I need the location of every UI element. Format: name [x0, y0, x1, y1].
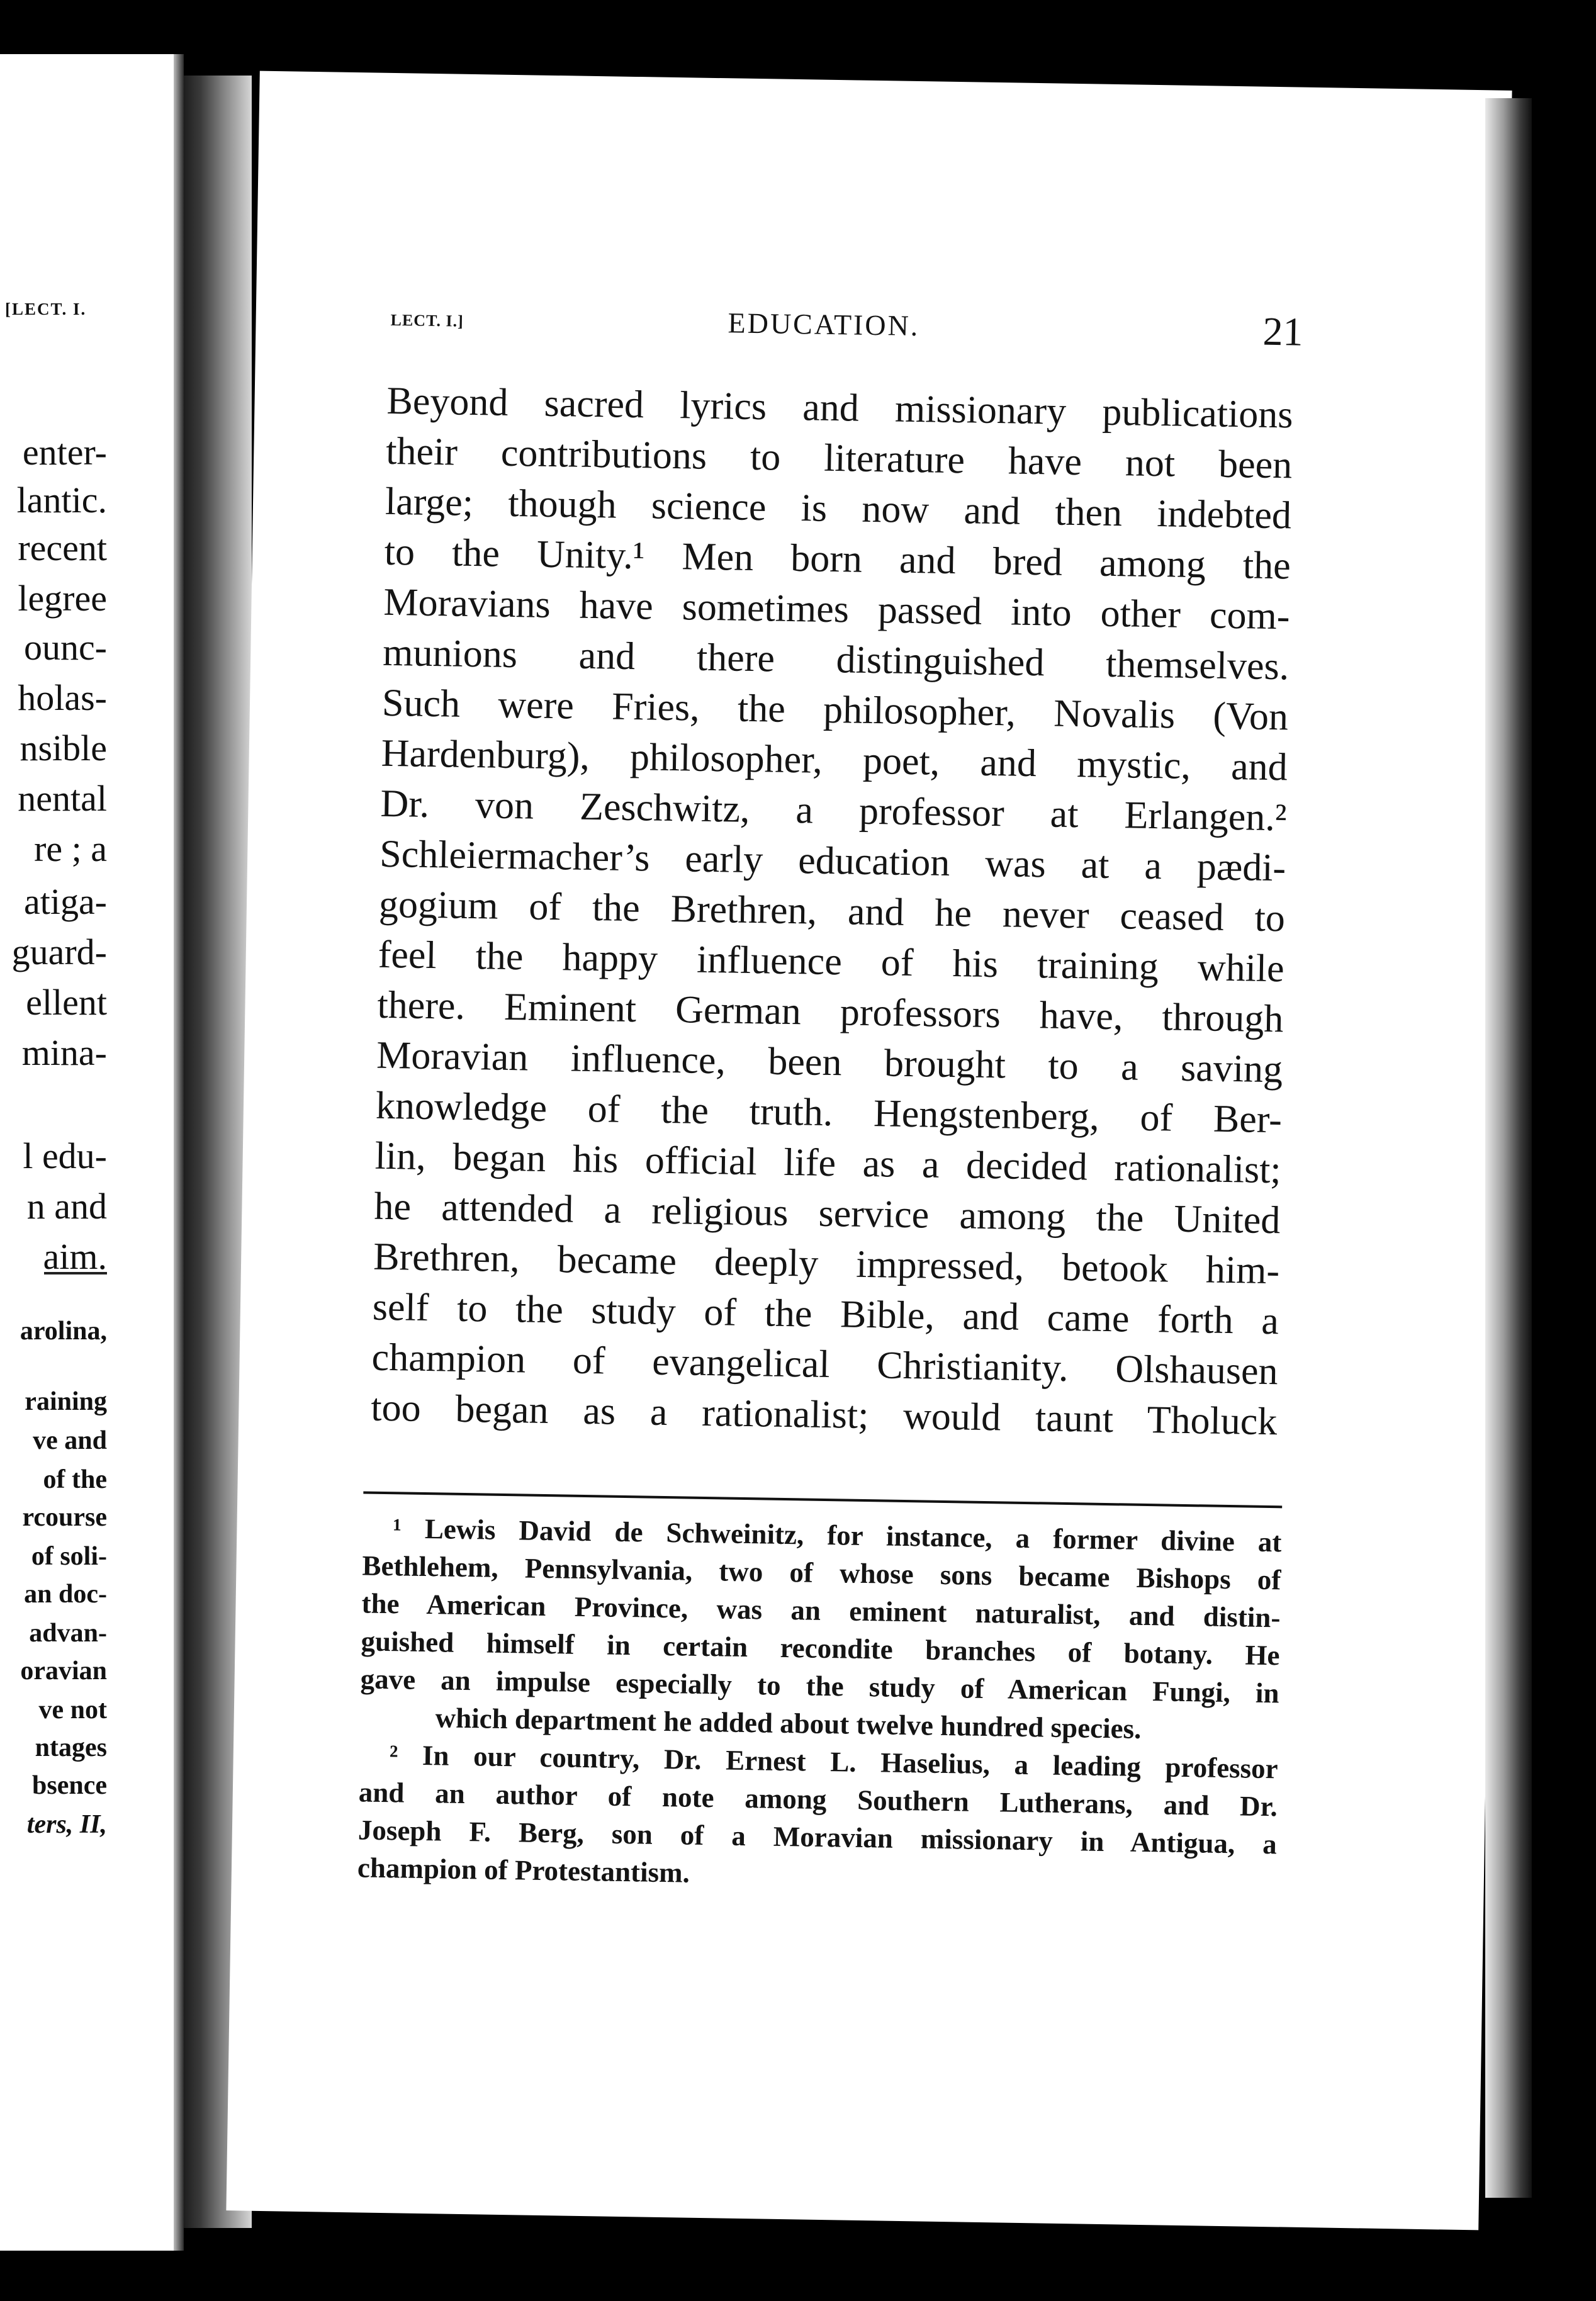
body-line: Beyond sacred lyrics and missionary publications — [386, 379, 1293, 437]
previous-page-line: enter- — [22, 432, 107, 473]
previous-page-line: atiga- — [23, 881, 107, 922]
previous-page-line: n and — [26, 1186, 107, 1227]
footnote-line: gave an impulse especially to the study of American Fungi, in — [360, 1663, 1279, 1709]
previous-page-line: ellent — [26, 982, 107, 1023]
body-line: Hardenburg), philosopher, poet, and mystic, and — [381, 731, 1288, 789]
footnote-rule — [363, 1491, 1282, 1508]
previous-page-note-line: bsence — [32, 1771, 107, 1800]
previous-page-note-line: an doc- — [24, 1580, 107, 1609]
body-line: large; though science is now and then indebted — [385, 480, 1292, 537]
previous-page-note-line: ve and — [33, 1426, 107, 1455]
previous-page-line: holas- — [18, 677, 107, 718]
previous-page-note-line: of soli- — [31, 1542, 107, 1571]
body-line: to the Unity.¹ Men born and bred among the — [384, 530, 1291, 588]
footnote-line: the American Province, was an eminent naturalist, and distin- — [361, 1587, 1281, 1634]
body-line: Brethren, became deeply impressed, betook him- — [373, 1235, 1280, 1293]
footnote-line: champion of Protestantism. — [357, 1852, 690, 1889]
body-line: lin, began his official life as a decided rationalist; — [374, 1134, 1282, 1192]
previous-page-line: l edu- — [23, 1135, 107, 1176]
previous-page-note-line: ntages — [35, 1733, 107, 1762]
page — [226, 71, 1512, 2231]
previous-page-line: re ; a — [34, 828, 107, 869]
previous-page-note-line: raining — [25, 1387, 107, 1416]
body-line: their contributions to literature have not been — [385, 429, 1293, 487]
previous-page-line: nsible — [20, 728, 107, 768]
page-number: 21 — [1262, 308, 1304, 354]
previous-page — [0, 54, 177, 2251]
footnote-line: Joseph F. Berg, son of a Moravian missionary in Antigua, a — [357, 1814, 1278, 1860]
body-line: too began as a rationalist; would taunt Tholuck — [370, 1386, 1278, 1444]
body-line: knowledge of the truth. Hengstenberg, of Ber- — [375, 1084, 1283, 1142]
previous-page-line: legree — [18, 578, 107, 619]
body-line: champion of evangelical Christianity. Olshausen — [371, 1336, 1279, 1393]
footnote-line: ² In our country, Dr. Ernest L. Haselius, a leading professor — [389, 1739, 1279, 1785]
previous-page-note-line: ve not — [38, 1696, 107, 1724]
body-line: there. Eminent German professors have, through — [377, 983, 1284, 1041]
book-right-edge — [1485, 98, 1532, 2198]
previous-page-line: ounc- — [23, 627, 107, 668]
footnote-line: ¹ Lewis David de Schweinitz, for instance, a former divine at — [393, 1512, 1282, 1558]
body-line: gogium of the Brethren, and he never ceased to — [378, 882, 1286, 940]
previous-page-note-line: rcourse — [22, 1503, 107, 1532]
previous-page-footnote-rule — [44, 1272, 107, 1274]
footnote-line: Bethlehem, Pennsylvania, two of whose sons became Bishops of — [362, 1550, 1281, 1596]
footnote-line: and an author of note among Southern Lutherans, and Dr. — [358, 1776, 1278, 1823]
previous-page-line: guard- — [11, 931, 107, 972]
running-title: EDUCATION. — [728, 307, 920, 342]
previous-page-note-line: arolina, — [20, 1317, 107, 1346]
body-line: feel the happy influence of his training while — [378, 933, 1285, 991]
previous-page-line: aim. — [43, 1236, 107, 1277]
body-line: Such were Fries, the philosopher, Novalis (Von — [381, 681, 1289, 739]
previous-page-note-line: of the — [43, 1465, 107, 1494]
footnote-line: guished himself in certain recondite branches of botany. He — [361, 1625, 1280, 1672]
previous-page-note-line: advan- — [29, 1619, 107, 1648]
previous-page-line: lantic. — [16, 480, 107, 520]
body-line: he attended a religious service among the United — [373, 1184, 1281, 1242]
body-line: Schleiermacher’s early education was at a pædi- — [379, 832, 1286, 890]
previous-page-running-head: [LECT. I. — [5, 300, 87, 318]
body-line: self to the study of the Bible, and came forth a — [372, 1285, 1279, 1343]
previous-page-note-line: ters, II, — [26, 1810, 107, 1839]
previous-page-edge — [174, 54, 184, 2251]
previous-page-line: mina- — [21, 1032, 107, 1073]
body-line: Moravian influence, been brought to a saving — [376, 1033, 1283, 1091]
body-line: munions and there distinguished themselves. — [382, 631, 1290, 689]
running-head-left: LECT. I.] — [390, 310, 464, 330]
previous-page-line: recent — [18, 527, 107, 568]
body-line: Dr. von Zeschwitz, a professor at Erlangen.² — [380, 782, 1287, 840]
body-line: Moravians have sometimes passed into other com- — [383, 580, 1290, 638]
previous-page-line: nental — [18, 778, 107, 819]
footnote-line: which department he added about twelve hundred species. — [435, 1702, 1142, 1745]
previous-page-note-line: oravian — [20, 1657, 107, 1685]
